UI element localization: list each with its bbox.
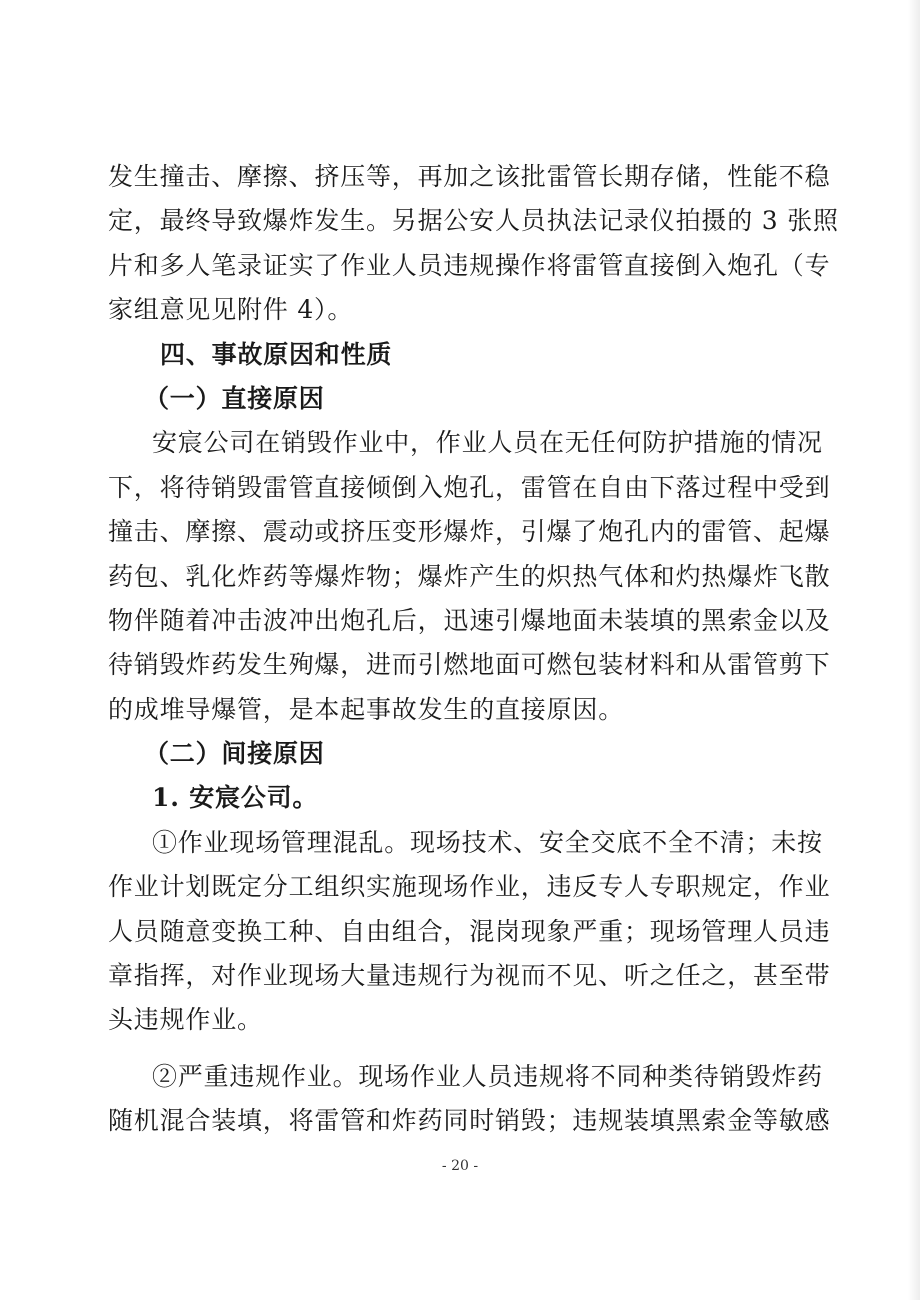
text-line: 片和多人笔录证实了作业人员违规操作将雷管直接倒入炮孔（专 bbox=[108, 250, 831, 280]
text-line: 人员随意变换工种、自由组合，混岗现象严重；现场管理人员违 bbox=[108, 916, 831, 946]
text-line: ①作业现场管理混乱。现场技术、安全交底不全不清；未按 bbox=[152, 827, 823, 857]
text-line: 家组意见见附件 4）。 bbox=[108, 295, 354, 325]
text-line: 章指挥，对作业现场大量违规行为视而不见、听之任之，甚至带 bbox=[108, 961, 831, 991]
paragraph-gap bbox=[108, 1043, 808, 1055]
text-line: 下，将待销毁雷管直接倾倒入炮孔，雷管在自由下落过程中受到 bbox=[108, 472, 831, 502]
section-heading: 四、事故原因和性质 bbox=[160, 339, 393, 369]
scan-edge-shadow bbox=[908, 0, 920, 1300]
item-heading-company: 1. 安宸公司。 bbox=[152, 783, 319, 813]
document-body bbox=[108, 155, 839, 1144]
text-line: 药包、乳化炸药等爆炸物；爆炸产生的炽热气体和灼热爆炸飞散 bbox=[108, 561, 831, 591]
text-line: 撞击、摩擦、震动或挤压变形爆炸，引爆了炮孔内的雷管、起爆 bbox=[108, 517, 831, 547]
text-line: 发生撞击、摩擦、挤压等，再加之该批雷管长期存储，性能不稳 bbox=[108, 162, 831, 191]
text-line: 随机混合装填，将雷管和炸药同时销毁；违规装填黑索金等敏感 bbox=[108, 1106, 831, 1136]
text-line: 定，最终导致爆炸发生。另据公安人员执法记录仪拍摄的 3 张照 bbox=[108, 206, 839, 236]
text-line: 物伴随着冲击波冲出炮孔后，迅速引爆地面未装填的黑索金以及 bbox=[108, 605, 831, 635]
text-line: 待销毁炸药发生殉爆，进而引燃地面可燃包装材料和从雷管剪下 bbox=[108, 650, 831, 680]
page-number: - 20 - bbox=[441, 1158, 479, 1174]
text-line: 的成堆导爆管，是本起事故发生的直接原因。 bbox=[108, 694, 625, 724]
text-line: 作业计划既定分工组织实施现场作业，违反专人专职规定，作业 bbox=[108, 872, 831, 902]
text-line: 安宸公司在销毁作业中，作业人员在无任何防护措施的情况 bbox=[152, 428, 823, 458]
text-line: ②严重违规作业。现场作业人员违规将不同种类待销毁炸药 bbox=[152, 1061, 823, 1091]
subsection-heading-direct-cause: （一）直接原因 bbox=[144, 383, 325, 413]
subsection-heading-indirect-cause: （二）间接原因 bbox=[144, 739, 325, 769]
text-line: 头违规作业。 bbox=[108, 1005, 263, 1035]
